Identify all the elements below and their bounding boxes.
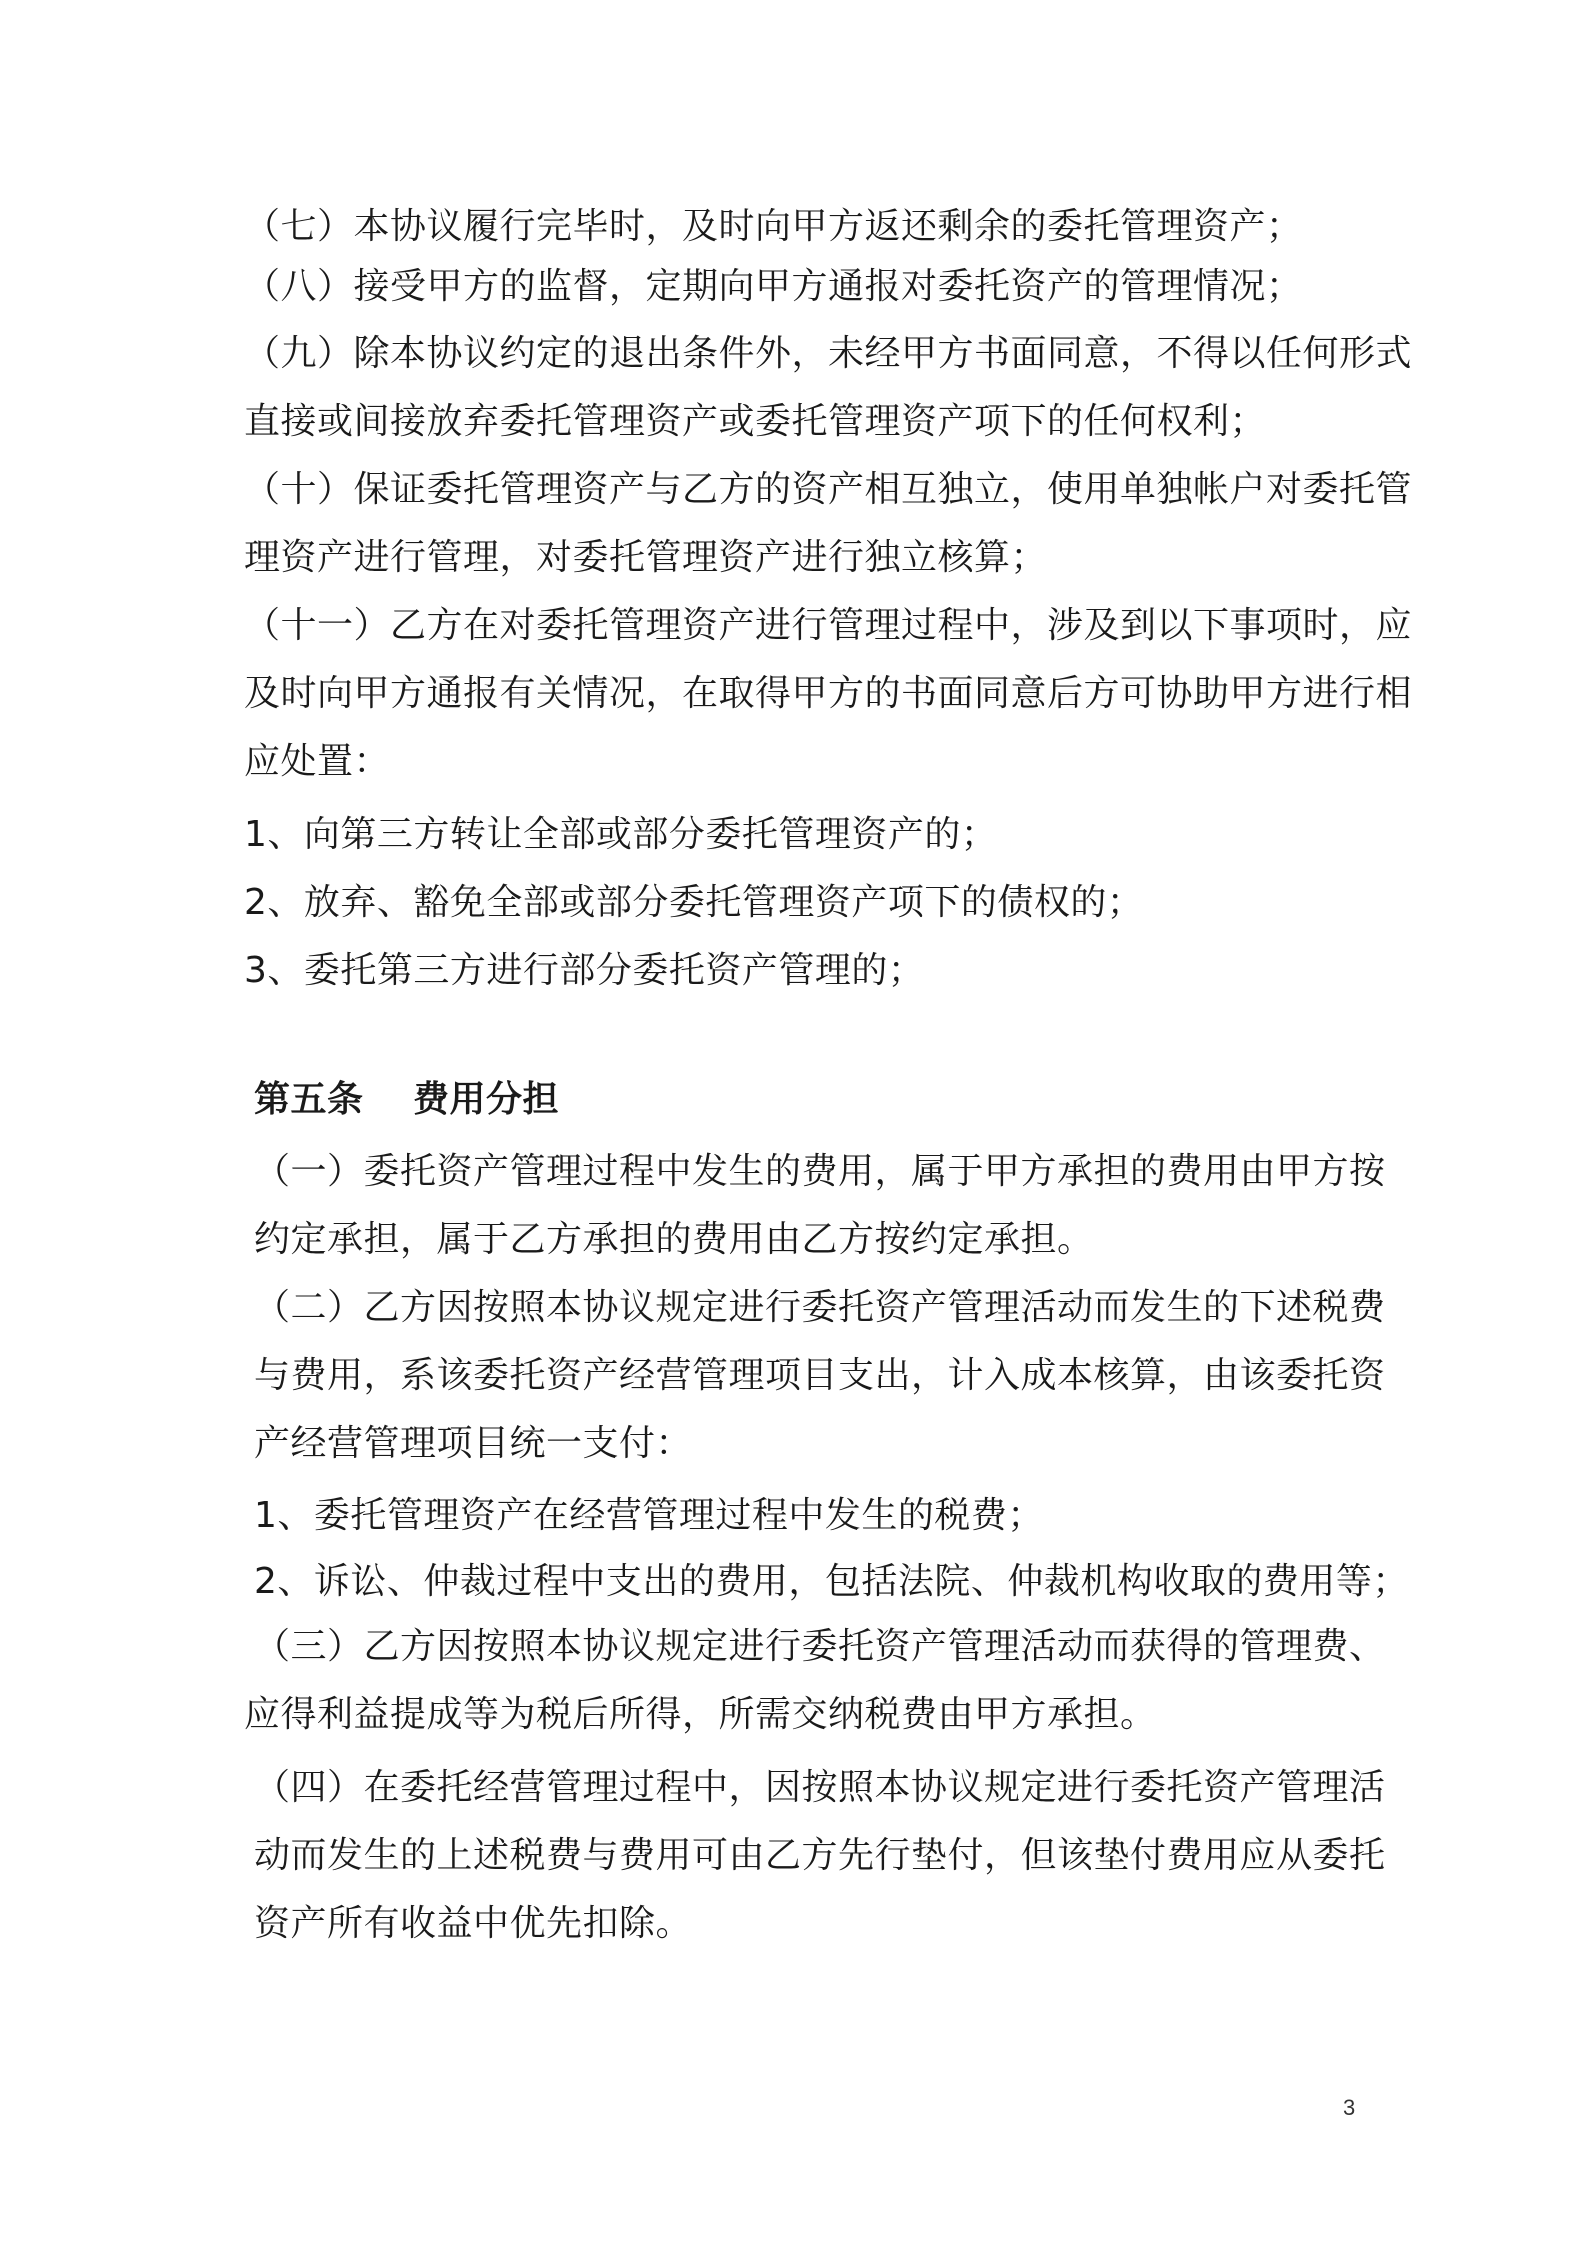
clause-10-line-2: 理资产进行管理，对委托管理资产进行独立核算； bbox=[244, 537, 1048, 578]
clause-11-line-1: （十一）乙方在对委托管理资产进行管理过程中，涉及到以下事项时，应 bbox=[244, 605, 1413, 646]
list-item-3: 3、委托第三方进行部分委托资产管理的； bbox=[244, 950, 925, 991]
article-5-clause-2-line-1: （二）乙方因按照本协议规定进行委托资产管理活动而发生的下述税费 bbox=[254, 1287, 1386, 1328]
clause-11-line-2: 及时向甲方通报有关情况，在取得甲方的书面同意后方可协助甲方进行相 bbox=[244, 673, 1413, 714]
article-5-list-item-1: 1、委托管理资产在经营管理过程中发生的税费； bbox=[254, 1495, 1044, 1536]
article-5-clause-2-line-3: 产经营管理项目统一支付： bbox=[254, 1423, 693, 1464]
article-5-list-item-2: 2、诉讼、仲裁过程中支出的费用，包括法院、仲裁机构收取的费用等； bbox=[254, 1561, 1409, 1602]
clause-11-line-3: 应处置： bbox=[244, 741, 391, 782]
article-5-clause-3-line-1: （三）乙方因按照本协议规定进行委托资产管理活动而获得的管理费、 bbox=[254, 1626, 1386, 1667]
article-5-clause-4-line-3: 资产所有收益中优先扣除。 bbox=[254, 1903, 693, 1944]
page-number: 3 bbox=[1343, 2095, 1356, 2120]
clause-7-line: （七）本协议履行完毕时，及时向甲方返还剩余的委托管理资产； bbox=[244, 206, 1303, 247]
article-5-clause-4-line-2: 动而发生的上述税费与费用可由乙方先行垫付，但该垫付费用应从委托 bbox=[254, 1835, 1386, 1876]
list-item-1: 1、向第三方转让全部或部分委托管理资产的； bbox=[244, 814, 998, 855]
article-5-heading: 第五条 费用分担 bbox=[254, 1079, 560, 1120]
list-item-2: 2、放弃、豁免全部或部分委托管理资产项下的债权的； bbox=[244, 882, 1144, 923]
article-5-clause-3-line-2: 应得利益提成等为税后所得，所需交纳税费由甲方承担。 bbox=[244, 1694, 1157, 1735]
article-5-clause-1-line-1: （一）委托资产管理过程中发生的费用，属于甲方承担的费用由甲方按 bbox=[254, 1151, 1386, 1192]
article-5-clause-1-line-2: 约定承担，属于乙方承担的费用由乙方按约定承担。 bbox=[254, 1219, 1094, 1260]
clause-9-line-2: 直接或间接放弃委托管理资产或委托管理资产项下的任何权利； bbox=[244, 401, 1267, 442]
article-5-clause-4-line-1: （四）在委托经营管理过程中，因按照本协议规定进行委托资产管理活 bbox=[254, 1767, 1386, 1808]
clause-8-line: （八）接受甲方的监督，定期向甲方通报对委托资产的管理情况； bbox=[244, 266, 1303, 307]
clause-10-line-1: （十）保证委托管理资产与乙方的资产相互独立，使用单独帐户对委托管 bbox=[244, 469, 1413, 510]
article-5-clause-2-line-2: 与费用，系该委托资产经营管理项目支出，计入成本核算，由该委托资 bbox=[254, 1355, 1386, 1396]
clause-9-line-1: （九）除本协议约定的退出条件外，未经甲方书面同意，不得以任何形式 bbox=[244, 333, 1413, 374]
